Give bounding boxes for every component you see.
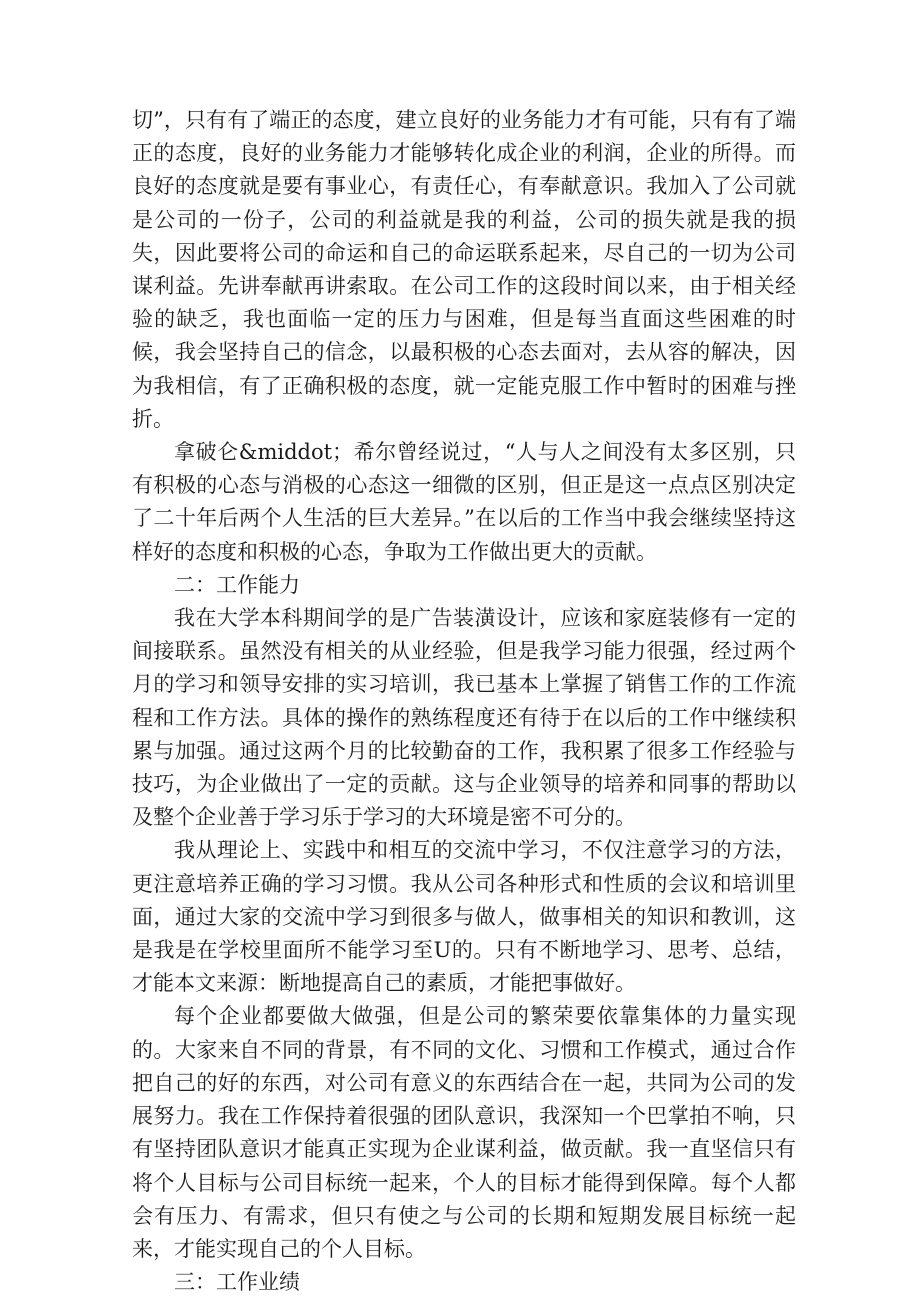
- paragraph-learning: 我从理论上、实践中和相互的交流中学习，不仅注意学习的方法，更注意培养正确的学习习惯。我从公司各种形式和性质的会议和培训里面，通过大家的交流中学习到很多与做人，做事相关的知识和教训，这是我是在学校里面所不能学习至U的。只有不断地学习、思考、总结，才能本文来源：断地提高自己的素质，才能把事做好。: [132, 838, 796, 996]
- paragraph-napoleon-hill-quote: 拿破仑&middot；希尔曾经说过，“人与人之间没有太多区别，只有积极的心态与消极的心态这一细微的区别，但正是这一点点区别决定了二十年后两个人生活的巨大差异。”在以后的工作当中我会继续坚持这样好的态度和积极的心态，争取为工作做出更大的贡献。: [132, 440, 796, 564]
- document-body: [132, 104, 796, 1299]
- section-heading-work-ability: 二：工作能力: [174, 572, 300, 597]
- paragraph-attitude-continued: 切”，只有有了端正的态度，建立良好的业务能力才有可能，只有有了端正的态度，良好的业务能力才能够转化成企业的利润，企业的所得。而良好的态度就是要有事业心，有责任心，有奉献意识。我加入了公司就是公司的一份子，公司的利益就是我的利益，公司的损失就是我的损失，因此要将公司的命运和自己的命运联系起来，尽自己的一切为公司谋利益。先讲奉献再讲索取。在公司工作的这段时间以来，由于相关经验的缺乏，我也面临一定的压力与困难，但是每当直面这些困难的时候，我会坚持自己的信念，以最积极的心态去面对，去从容的解决，因为我相信，有了正确积极的态度，就一定能克服工作中暂时的困难与挫折。: [132, 108, 796, 431]
- paragraph-education-background: 我在大学本科期间学的是广告装潢设计，应该和家庭装修有一定的间接联系。虽然没有相关的从业经验，但是我学习能力很强，经过两个月的学习和领导安排的实习培训，我已基本上掌握了销售工作的工作流程和工作方法。具体的操作的熟练程度还有待于在以后的工作中继续积累与加强。通过这两个月的比较勤奋的工作，我积累了很多工作经验与技巧，为企业做出了一定的贡献。这与企业领导的培养和同事的帮助以及整个企业善于学习乐于学习的大环境是密不可分的。: [132, 606, 796, 830]
- paragraph-teamwork: 每个企业都要做大做强，但是公司的繁荣要依靠集体的力量实现的。大家来自不同的背景，有不同的文化、习惯和工作模式，通过合作把自己的好的东西，对公司有意义的东西结合在一起，共同为公司的发展努力。我在工作保持着很强的团队意识，我深知一个巴掌拍不响，只有坚持团队意识才能真正实现为企业谋利益，做贡献。我一直坚信只有将个人目标与公司目标统一起来，个人的目标才能得到保障。每个人都会有压力、有需求，但只有使之与公司的长期和短期发展目标统一起来，才能实现自己的个人目标。: [132, 1004, 796, 1261]
- section-heading-work-performance: 三：工作业绩: [174, 1270, 300, 1295]
